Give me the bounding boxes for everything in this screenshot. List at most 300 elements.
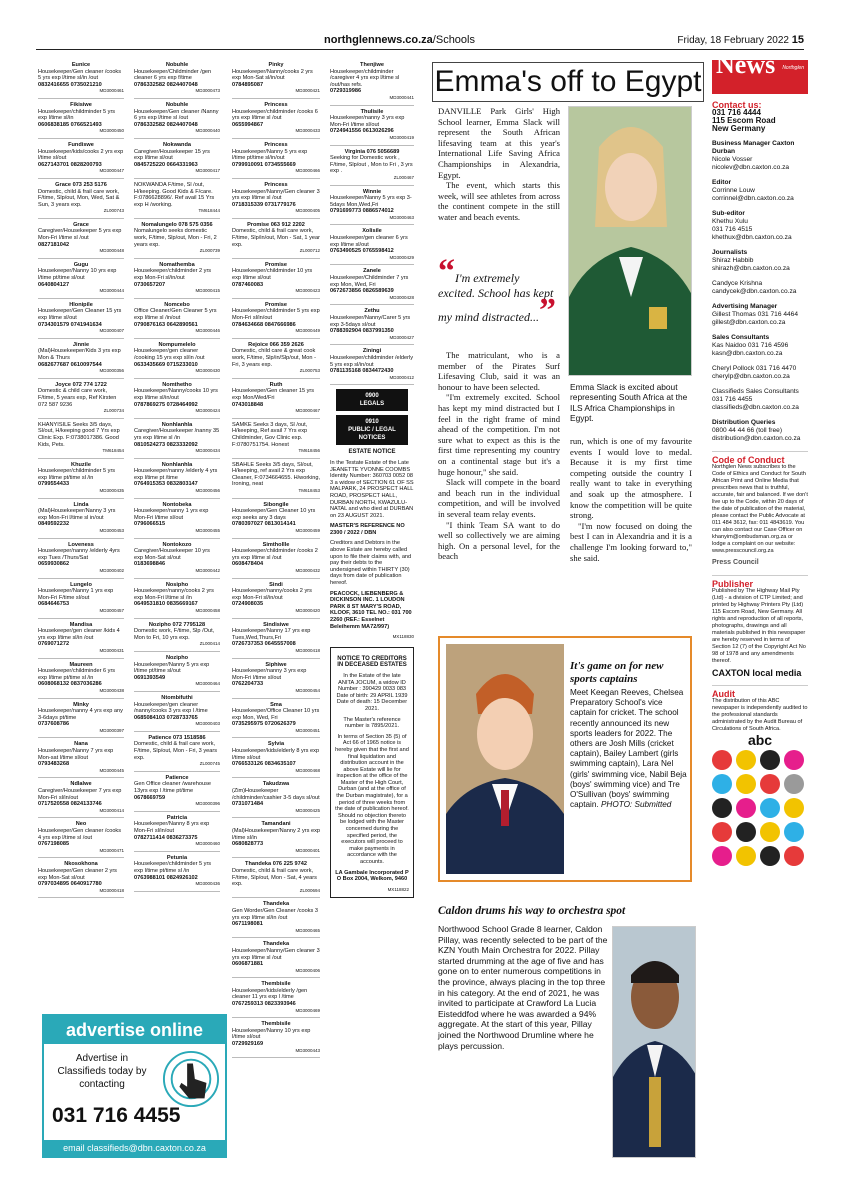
classified-ad: [232, 262, 320, 299]
staff-name: Nicole Vosser: [712, 156, 753, 163]
classified-name: Nana: [74, 741, 88, 748]
classified-ref: MD3000421: [295, 88, 320, 94]
classified-name: Hlonipile: [69, 301, 93, 308]
staff-role: Advertising Manager: [712, 303, 778, 310]
category-legals: 0900 LEGALS: [336, 389, 408, 411]
page-number: 15: [791, 34, 804, 46]
classified-ad: [134, 182, 220, 219]
classified-name: Thandeka: [262, 941, 290, 948]
staff-mail[interactable]: candycek@dbn.caxton.co.za: [712, 288, 797, 295]
ad-body: Advertise in Classifieds today by contacting: [57, 1053, 147, 1090]
sports-captains-box: [438, 636, 692, 882]
staff-role: Business Manager Caxton Durban: [712, 140, 795, 155]
site-name[interactable]: northglennews.co.za/Schools: [324, 34, 475, 46]
audit-heading: Audit: [712, 685, 808, 698]
classified-name: Siphiwe: [265, 661, 287, 668]
staff-name: Shiraz Habbib: [712, 257, 754, 264]
audit-text: The distribution of this ABC newspaper is independently audited to the professional standards administrated by the Audit Bureau of Circulations of South Africa.: [712, 698, 808, 732]
classified-ref: MD3000356: [99, 368, 124, 374]
colour-swatch: [760, 774, 780, 794]
staff-name: Khethu Xulu: [712, 218, 748, 225]
classified-text: Housekeeper/Childminder 7 yrs exp Mon, Wed, Fri: [330, 275, 409, 288]
classified-name: Zethu: [364, 308, 380, 315]
colour-swatch: [712, 822, 732, 842]
staff-entry: [712, 280, 808, 296]
classified-ad: [232, 981, 320, 1018]
publisher-text: Published by The Highway Mail Pty (Ltd) - a division of CTP Limited; and printed by Highway Printers Pty (Ltd) 115 Escom Road, New Germany. All rights and reproduction of all reports, photographs, drawings and all materials published in this newspaper are hereby reserved in terms of Section 12 (7) of the Copyright Act No 98 of 1978 and any amendments thereof.: [712, 588, 806, 664]
creditors-notice: NOTICE TO CREDITORS IN DECEASED ESTATES In the Estate of the late ANITA JOCUM, a widow ID Number : 390429 0033 083 Date of birth: 29 APRIL 1939 Date of death: 15 December 2021. The Master's reference number is 7895/2021. In terms of Section 35 (5) of Act 66 of 1965 notice is hereby given that the first and final liquidation and distribution account in the above Estate will lie for inspection at the office of the Master of the High Court, Durban (and at the office of the Durban magistrate), for a period of three weeks from the date of publication hereof. Should no objection thereto be lodged with the Master concerned during the specified period, the executors will proceed to make payments in accordance with the accounts. LA Gambale Incorporated P O Box 2004, Welkom, 9460 MX118822: [330, 647, 414, 899]
classified-ad: [134, 62, 220, 99]
colour-swatch: [736, 846, 756, 866]
classified-ref: MD3000451: [295, 727, 320, 733]
classified-name: Fikisiwe: [70, 101, 92, 108]
classified-ad: [134, 102, 220, 139]
colour-swatch: [760, 750, 780, 770]
ad-phone[interactable]: 031 716 4455: [52, 1104, 181, 1127]
classified-phone: 0718315339 0731779176: [232, 201, 296, 208]
classified-name: Promise 063 912 2202: [247, 221, 305, 228]
classified-phone: 0640804127: [38, 281, 70, 288]
classified-ref: MD3000403: [195, 721, 220, 727]
ad-email[interactable]: email classifieds@dbn.caxton.co.za: [44, 1140, 225, 1156]
classified-phone: 0797034895 0640917780: [38, 881, 102, 888]
classified-ref: MD3000414: [99, 807, 124, 813]
classified-name: Ziningi: [362, 348, 382, 355]
classified-ad: [330, 228, 414, 265]
press-council-logo: Press Council: [712, 559, 759, 566]
classified-ref: MD3000420: [295, 607, 320, 613]
classified-ad: [330, 149, 414, 186]
classified-name: Promise: [264, 261, 288, 268]
staff-mail[interactable]: cherylp@dbn.caxton.co.za: [712, 373, 790, 380]
classifieds-column-1: [38, 62, 124, 1007]
classified-text: Housekeeper/gen cleaner 6 yrs exp l/time sl/out: [330, 235, 408, 248]
advertise-online-ad[interactable]: [42, 1014, 227, 1158]
classified-ad: [134, 622, 220, 652]
staff-entry: [712, 365, 808, 381]
colour-swatch: [784, 774, 804, 794]
keegan-reeves-photo: [446, 644, 564, 874]
classified-ref: MD3000463: [389, 214, 414, 220]
classified-ref: MD3000449: [295, 328, 320, 334]
classified-ad: [330, 109, 414, 146]
classified-ref: MD3000460: [195, 841, 220, 847]
story-drums-body: Northwood School Grade 8 learner, Caldon Pillay, was recently selected to be part of the KZN Youth Main Orchestra for 2022. Pillay started drumming at the age of five and has gone on to enter numerous competitions in the province, always placing in the top three in his category. At the end of 2021, he was invited to participate at Crawford La Lucia Eisteddfod where he was awarded a 94% aggregate. At the start of this year, Pillay joined the Northwood Drumline where he plays percussion.: [438, 924, 608, 1051]
classified-phone: 0799910091 0734555669: [232, 161, 296, 168]
classified-ad: [134, 462, 220, 499]
classified-name: Sindi: [269, 581, 283, 588]
classified-name: Maureen: [69, 661, 93, 668]
classified-phone: 0729929169: [232, 1041, 264, 1048]
classified-text: Housekeeper/Nanny 10 yrs exp l/time sl/out: [232, 1027, 311, 1041]
classified-ref: MD3000458: [195, 607, 220, 613]
category-public-notices: 0910 PUBLIC / LEGAL NOTICES: [336, 415, 408, 445]
classified-name: Nonhlanhla: [161, 461, 193, 468]
classified-ad: [134, 502, 220, 539]
staff-mail[interactable]: classifieds@dbn.caxton.co.za: [712, 404, 799, 411]
classified-ad: [38, 582, 124, 619]
classified-text: Housekeeper/Gen cleaner /cooks 4 yrs exp l/time sl /out: [38, 828, 122, 841]
classified-phone: 0682677687 0610097544: [38, 361, 102, 368]
classified-phone: 0633435669 0715233010: [134, 361, 198, 368]
colour-swatch: [784, 750, 804, 770]
staff-entry: [712, 179, 808, 203]
staff-name: Classifieds Sales Consultants 031 716 4455: [712, 388, 799, 403]
code-of-conduct-heading: Code of Conduct: [712, 451, 808, 464]
classified-ref: TM618444: [198, 208, 220, 214]
colour-swatch: [760, 846, 780, 866]
classified-name: Loveness: [68, 541, 94, 548]
classified-ad: [330, 189, 414, 226]
staff-role: Editor: [712, 179, 732, 186]
classified-text: Domestic, child care & great cook work, F/time, Slp/in/Slp/out, Mon - Fri, 3 years exp.: [232, 348, 316, 368]
classified-ref: MD3000444: [99, 288, 124, 294]
classified-ad: [232, 741, 320, 778]
classified-ad: [38, 462, 124, 499]
classified-text: SAMKE Seeks 3 days, Sl /out, H/keeping, Ref avail 7 Yrs exp Childminder, Gov Clinic exp. F:0780751754. Honest: [232, 421, 308, 448]
classified-text: Housekeeper/childminder 5 yrs exp l/time pt/time sl /in: [38, 468, 116, 481]
classified-ad: [232, 182, 320, 219]
staff-mail[interactable]: 031 716 4515 khethux@dbn.caxton.co.za: [712, 226, 792, 241]
classified-text: Domestic, child & frail care work, F/time, Slp/out, Mon - Sat, 4 years exp.: [232, 867, 317, 888]
classified-name: Nontobeka: [162, 501, 192, 508]
classified-name: Promise: [264, 301, 288, 308]
classified-text: Domestic work, F/time, Slp /Out, Mon to Fri, 10 yrs exp.: [134, 628, 215, 641]
classified-name: Pinky: [268, 62, 284, 68]
classified-ref: MD3000415: [195, 288, 220, 294]
classified-ref: MD3000423: [295, 288, 320, 294]
classified-name: Ndlalwe: [70, 781, 92, 788]
classified-ref: MD3000446: [195, 328, 220, 334]
classified-name: Joyce 072 774 1722: [55, 381, 107, 388]
classified-text: Housekeeper/Gen cleaner 2 yrs exp Mon-Sat sl/out: [38, 867, 117, 881]
classified-text: Nomalungelo seeks domestic work, F/time, Slp/out, Mon - Fri, 2 years exp.: [134, 228, 217, 248]
classified-name: Nomathemba: [159, 261, 195, 268]
classified-ad: [38, 382, 124, 419]
staff-entry: [712, 303, 808, 327]
classified-name: Tamandani: [261, 821, 291, 828]
classified-ref: ZL000743: [103, 208, 124, 214]
classified-ad: [38, 542, 124, 579]
classified-ref: MD3000473: [195, 88, 220, 94]
classified-ref: ZL000753: [299, 368, 320, 374]
classified-ad: [134, 655, 220, 692]
classified-name: Nomthetho: [162, 381, 192, 388]
classified-ad: [232, 821, 320, 858]
story-headline-drums: Caldon drums his way to orchestra spot: [438, 905, 626, 917]
classified-text: (Mal)Housekeeper/Kids 3 yrs exp Mon & Thurs: [38, 348, 121, 361]
classified-phone: 0769071272: [38, 641, 70, 648]
classified-ref: MD3000417: [195, 168, 220, 174]
classified-phone: 0680828773: [232, 841, 264, 848]
colour-swatch: [760, 822, 780, 842]
classified-ref: MD3000468: [295, 767, 320, 773]
newspaper-logo[interactable]: News Northglen: [712, 60, 808, 94]
contact-phone[interactable]: 031 716 4444: [712, 108, 761, 117]
classified-text: Seeking for Domestic work , F/time, Slp/out , Mon to Fri , 3 yrs exp .: [330, 155, 413, 175]
classified-text: Housekeeper/Nanny/cooks 10 yrs exp l/time sl/in/out: [134, 388, 218, 401]
classifieds-column-4: [330, 62, 414, 1162]
classified-name: Grace: [73, 221, 89, 228]
classified-ad: [232, 1021, 320, 1058]
story-egypt-intro: DANVILLE Park Girls' High School learner, Emma Slack will represent the South African lifesaving team at this year's International Life Saving Africa Championships in Alexandria, Egypt. The event, which starts this week, will see athletes from across the continent compete in the still water and beach events.: [438, 106, 560, 222]
sports-captains-text: Meet Keegan Reeves, Chelsea Preparatory School's vice captain for cricket. The school recently announced its new sports leaders for 2022. The others are Josh Mills (cricket captain), Bailey Lambert (girls swimming captain), Lara Nel (girls' swimming vice, Nabil Beja (boys' swimming vice) and Tre O'Sullivan (boys' swimming captain. PHOTO: Submitted: [570, 688, 687, 810]
classified-phone: 0608068132 0837036286: [38, 681, 102, 688]
classified-ref: MD3000465: [295, 927, 320, 933]
classified-phone: 0796066515: [134, 521, 166, 528]
staff-entry: [712, 210, 808, 242]
classified-text: Housekeeper/Nanny 7 yrs exp Mon-sat l/time sl/out: [38, 748, 114, 761]
classified-ref: MD3000407: [99, 328, 124, 334]
classified-text: Housekeeper/childminder 5 yrs exp l/time pt/time sl /in: [134, 861, 212, 874]
classified-phone: 0691393549: [134, 674, 166, 681]
classified-name: Nokwanda: [163, 141, 191, 148]
classified-text: Housekeeper/childminder /cooks 6 yrs exp l/time sl /out: [232, 108, 318, 122]
classified-ad: [38, 222, 124, 259]
classified-ref: MD3000405: [295, 208, 320, 214]
classified-name: Thembisile: [261, 1021, 291, 1028]
classified-name: Nomcebo: [164, 301, 190, 308]
classified-phone: 0672673856 0826589639: [330, 288, 394, 295]
staff-list: [712, 140, 808, 443]
staff-mail[interactable]: corrinnel@dbn.caxton.co.za: [712, 195, 794, 202]
classifieds-column-2: [134, 62, 220, 1012]
classified-text: Housekeeper/nanny/cooks 2 yrs exp Mon-Fri sl/in/out: [232, 588, 312, 601]
classified-phone: 0845725220 0664331963: [134, 161, 198, 168]
classified-ref: ZL000694: [299, 887, 320, 893]
classified-phone: 0799554433: [38, 481, 70, 488]
classified-text: Housekeeper/childminder 5 yrs exp l/time sl/in: [38, 108, 116, 122]
classified-text: Housekeeper/Nanny 17 yrs exp Tues,Wed,Thurs,Fri: [232, 628, 311, 641]
classified-text: (Mal)Housekeeper/Nanny 3 yrs exp Mon-Fri l/time sl in/out: [38, 508, 116, 521]
pointing-hand-icon: [162, 1050, 220, 1108]
classified-ad: [232, 622, 320, 659]
classified-name: Nozipho 072 7795128: [148, 621, 206, 628]
sidebar: News Northglen Contact us: 031 716 4444 115 Escom Road New Germany Business Manager Caxton Durban Nicole Vosser nicolev@dbn.caxton.co.za Editor Corrinne Louw corrinnel@dbn.caxton.co.za Sub-editor Khethu Xulu 031 716 4515 khethux@dbn.caxton.co.za Journalists Shiraz Habbib shirazh@dbn.caxton.co.za Candyce Krishna candycek@dbn.caxton.co.za Advertising Manager Gillest Thomas 031 716 4464 gillest@dbn.caxton.co.za Sales Consultants Kas Naidoo 031 716 4596 kasn@dbn.caxton.co.za Cheryl Pollock 031 716 4470 cherylp@dbn.caxton.co.za Classifieds Sales Consultants 031 716 4455 classifieds@dbn.caxton.co.za Distribution Queries 0800 44 44 66 (toll free) distribution@dbn.caxton.co.za Code of Conduct Northglen News subscribes to the Code of Ethics and Conduct for South African Print and Online Media that prescribes news that is truthful, accurate, fair and balanced. If we don't live up to the Code, within 20 days of the date of publication of the material, please contact the Public Advocate at 011 484 3612, fax: 011 4843619. You can also contact our Case Officer on khanyim@ombudsman.org.za or lodge a complaint on our website: www.presscouncil.org.za Press Council Publisher Published by The Highway Mail Pty (Ltd) - a division of CTP Limited; and printed by Highway Printers Pty (Ltd) 115 Escom Road, New Germany. All rights and reproduction of all reports, photographs, drawings and all materials published in this newspaper are hereby reserved in terms of Section 12 (7) of the Copyright Act No 98 of 1978 and any amendments thereof. CAXTON local media Audit The distribution of this ABC newspaper is independently audited to the professional standards administrated by the Audit Bureau of Circulations of South Africa. abc: [712, 60, 808, 866]
classified-phone: 0735295975 0720626379: [232, 721, 296, 728]
classified-ad: [134, 262, 220, 299]
classified-name: Nobuhle: [165, 101, 189, 108]
classified-ref: TM618456: [298, 448, 320, 454]
classified-name: Neo: [75, 821, 87, 828]
classified-text: Housekeeper/Gen Cleaner 10 yrs exp seeks any 3 days: [232, 508, 316, 521]
classified-ad: [232, 941, 320, 978]
classified-phone: 0717520558 0824133746: [38, 801, 102, 808]
classified-phone: 0606838185 0766521493: [38, 121, 102, 128]
classified-text: NOKWANDA F/time, Sl /out, H/keeping. Good Kids & F/care. F:0786628896/. Ref avail 15 Yrs exp H /working.: [134, 181, 215, 208]
classified-text: Caregiver/Housekeeper 15 yrs exp l/time sl/out: [134, 148, 210, 162]
story-egypt-body: The matriculant, who is a member of the Pirates Surf Lifesaving Club, said it was an honour to have been selected. "I'm extremely excited. School has kept my mind distracted but I feel in the right frame of mind ahead of the competition. I'm not sure what to expect as this is the first time representing my country on a continental stage but it's a huge honour," she said. Slack will compete in the board and beach run in the individual competition, and will be involved in several team relay events. "I think Team SA want to do well so collectively we are aiming high. On a personal level, for the beach: [438, 350, 560, 562]
classified-ref: MD3000397: [99, 727, 124, 733]
classified-phone: 0606871881: [232, 961, 264, 968]
classified-ref: MD3000425: [295, 807, 320, 813]
classified-ref: ZL000712: [299, 248, 320, 254]
classified-ref: MD3000448: [99, 248, 124, 254]
classified-ref: MD3000466: [295, 168, 320, 174]
classified-ad: [38, 741, 124, 778]
classified-text: Housekeeper/Childminder /gen cleaner 6 yrs exp f/time: [134, 68, 212, 82]
classified-ref: MD3000431: [99, 647, 124, 653]
classified-text: Office Cleaner/Gen Cleaner 5 yrs exp l/time sl /in/out: [134, 308, 217, 321]
classified-ad: [330, 348, 414, 385]
classified-ad: [232, 582, 320, 619]
classified-name: Princess: [264, 141, 288, 148]
estate-notice: ESTATE NOTICE In the Testate Estate of the Late JEANETTE YVONNE COOMBS Identity Number: 360703 0052 08 3 a widow of SECTION 61 OF SS MALPARK, 24 PROSPECT HALL ROAD, PROSPECT HALL, DURBAN NORTH, KWAZULU-NATAL and who died at DURBAN on 23 AUGUST 2021. MASTER'S REFERENCE NO 2300 / 2022 / DBN Creditors and Debtors in the above Estate are hereby called upon to file their claims with, and pay their debts to the undersigned within THIRTY (30) days from date of publication hereof. PEACOCK, LIEBENBERG & DICKINSON INC. 1 LOUDON PARK 8 ST MARY'S ROAD, KLOOF, 3610 TEL NO.: 031 700 2260 (REF.: Esselnet Beleihemm MA72/997) MX118830: [330, 449, 414, 640]
classified-phone: 0766533126 0834635107: [232, 761, 296, 768]
classified-ad: [134, 142, 220, 179]
classified-text: Housekeeper/nanny/cooks 2 yrs exp Mon-Fri l/time sl /in: [134, 588, 214, 601]
staff-mail[interactable]: nicolev@dbn.caxton.co.za: [712, 164, 790, 171]
colour-swatch: [736, 750, 756, 770]
classified-text: Caregiver/Housekeeper 7 yrs exp Mon-Fri sl/in/out: [38, 788, 122, 801]
classified-ref: MD3000429: [389, 254, 414, 260]
classified-name: Linda: [73, 501, 89, 508]
classified-ref: MD3000433: [295, 128, 320, 134]
classified-phone: 0764915353 0832803147: [134, 481, 198, 488]
classified-text: Housekeeper/Gen cleaner /cooks 5 yrs exp l/time sl/in /out: [38, 68, 122, 82]
classified-ref: MD3000461: [99, 88, 124, 94]
classified-ad: [38, 142, 124, 179]
classified-name: Thandeka 076 225 9742: [245, 861, 307, 868]
classified-ref: MD3000442: [195, 568, 220, 573]
staff-name: Candyce Krishna: [712, 280, 763, 287]
classified-phone: 0763988101 0824926102: [134, 874, 198, 881]
classified-text: Housekeeper/nanny 3 yrs exp Mon-Fri l/time sl/out: [232, 668, 307, 681]
staff-mail[interactable]: gillest@dbn.caxton.co.za: [712, 319, 786, 326]
classified-ad: [232, 382, 320, 419]
classified-ref: TM618454: [102, 448, 124, 454]
classified-text: Housekeeper/childminder 10 yrs exp l/time sl/out: [232, 268, 313, 282]
classified-ref: MD3000406: [295, 967, 320, 973]
classified-name: Rejoice 066 359 2626: [248, 341, 304, 348]
classified-text: Housekeeper/childminder /elderly 5 yrs exp sl/in/out: [330, 354, 414, 368]
classified-ad: [134, 775, 220, 812]
classified-text: Housekeeper/childminder 5 yrs exp Mon-Fri sl/in/out: [232, 308, 320, 321]
classified-ad: [232, 702, 320, 739]
classified-ad: [232, 62, 320, 99]
classified-text: Housekeeper/nanny /elderly 4 yrs exp l/time pt /time: [134, 468, 218, 481]
classified-phone: 0767198085: [38, 841, 70, 848]
classified-text: Housekeeper/Gen Cleaner 15 yrs exp l/time sl/out: [38, 308, 122, 321]
classified-ad: [134, 342, 220, 379]
staff-entry: [712, 419, 808, 443]
classified-phone: 0790876163 0642890561: [134, 321, 198, 328]
classified-text: Gen Worder/Gen Cleaner /cooks 3 yrs exp l/time sl/in /out: [232, 907, 319, 921]
colour-swatch: [760, 798, 780, 818]
classified-text: Housekeeper/kids/cooks 2 yrs exp l/time sl/out: [38, 148, 124, 162]
classified-ad: [38, 502, 124, 539]
classified-name: Nontokozo: [162, 541, 192, 548]
classified-ad: [232, 422, 320, 459]
quote-open-icon: “: [438, 253, 455, 290]
classified-phone: 0659930862: [38, 561, 70, 568]
classified-ad: [134, 302, 220, 339]
classified-ad: [38, 622, 124, 659]
code-of-conduct-text: Northglen News subscribes to the Code of Ethics and Conduct for South African Print and Online Media that prescribes news that is truthful, accurate, fair and balanced. If we don't live up to the Code, within 20 days of the date of publication of the material, please contact the Public Advocate at 011 484 3612, fax: 011 4843619. You can also contact our Case Officer on khanyim@ombudsman.org.za or lodge a complaint on our website: www.presscouncil.org.za: [712, 464, 808, 554]
classified-phone: 0763490525 0765598412: [330, 248, 394, 255]
classified-text: KHANYISILE Seeks 3/5 days, Sl/out, H/keeping good 7 Yrs exp Clinic Exp. F:0738017386. Good Kids, Pets.: [38, 421, 120, 448]
classified-text: Domestic, child & frail care work, F/time, Slp/out, Mon - Fri, 3 years exp.: [134, 741, 217, 761]
classified-ad: [38, 262, 124, 299]
classified-ad: [38, 302, 124, 339]
classified-text: Caregiver/Housekeeper 5 yrs exp Mon-Fri l/time sl /out: [38, 228, 122, 242]
staff-mail[interactable]: distribution@dbn.caxton.co.za: [712, 435, 801, 442]
classified-ad: [134, 855, 220, 892]
classified-name: Thandeka: [262, 901, 290, 908]
ad-heading: advertise online: [44, 1016, 225, 1044]
classified-phone: 0724908035: [232, 601, 264, 608]
colour-swatch: [736, 822, 756, 842]
classified-ref: MD3000454: [295, 687, 320, 693]
classified-phone: 0784634668 0847666986: [232, 321, 296, 328]
classified-phone: 0734301579 0741941634: [38, 321, 102, 328]
classified-phone: 0684646753: [38, 601, 70, 608]
classified-ref: MD3000419: [389, 134, 414, 140]
classified-ref: MD3000467: [295, 408, 320, 414]
classified-name: Thulisile: [360, 108, 384, 115]
caxton-logo: CAXTON local media: [712, 668, 802, 678]
classified-name: Lungelo: [70, 581, 92, 588]
classified-ad: [232, 342, 320, 379]
staff-entry: [712, 249, 808, 273]
classified-ad: [38, 182, 124, 219]
staff-entry: [712, 334, 808, 358]
classified-name: Ntombifuthi: [161, 694, 193, 701]
classified-ref: MD3000401: [295, 847, 320, 853]
classified-ref: MD3000434: [195, 448, 220, 454]
classified-text: Housekeeper/nanny 3 yrs exp Mon-Fri l/time sl/out: [330, 115, 405, 128]
classified-phone: 0743018848: [232, 401, 264, 408]
story-headline-egypt: Emma's off to Egypt: [432, 62, 704, 102]
classified-name: Nonhlanhla: [161, 421, 193, 428]
classified-phone: 0730657207: [134, 281, 166, 288]
classified-ref: MD3000432: [295, 568, 320, 573]
classified-ref: MD3000443: [295, 1047, 320, 1053]
classified-ad: [330, 268, 414, 305]
publisher-heading: Publisher: [712, 575, 808, 588]
classified-ad: [134, 382, 220, 419]
classified-text: Housekeeper/Nanny 5 yrs exp l/time pt/time sl/in/out: [232, 148, 308, 162]
classified-ad: [232, 542, 320, 579]
classifieds-column-3: [232, 62, 320, 1162]
classified-ref: MD3000418: [295, 647, 320, 653]
classified-ad: [232, 102, 320, 139]
classified-name: Sylvia: [267, 741, 285, 748]
classified-phone: 0737608786: [38, 721, 70, 728]
classified-ref: ZL000739: [199, 248, 220, 254]
classified-ref: MD3000412: [389, 374, 414, 380]
classified-ref: ZL000414: [199, 641, 220, 647]
classified-ref: ZL000734: [103, 408, 124, 414]
classified-name: Princess: [264, 181, 288, 188]
classified-name: Khuzile: [71, 461, 91, 468]
classified-text: Housekeeper/Gen cleaner 15 yrs exp Mon/Wed/Fri: [232, 388, 315, 401]
classified-ref: MD3000402: [99, 568, 124, 573]
classified-ref: MD3000440: [195, 128, 220, 134]
classified-ref: MD3000428: [389, 294, 414, 300]
classified-text: Housekeeper/nanny /elderly 4yrs exp Tues /Thurs/Sat: [38, 548, 120, 561]
classified-ad: [38, 861, 124, 898]
staff-mail[interactable]: shirazh@dbn.caxton.co.za: [712, 265, 790, 272]
classified-text: Housekeeper/Nanny 10 yrs exp l/time pt/time sl/out: [38, 268, 117, 282]
classified-ref: MD3000418: [99, 887, 124, 893]
classified-phone: 0671198081: [232, 921, 263, 928]
classified-text: Housekeeper/Nanny/Carer 5 yrs exp 3-5days sl/out: [330, 315, 411, 328]
classified-ad: [38, 702, 124, 739]
classified-name: Patience 073 1518586: [148, 734, 206, 741]
classified-phone: 0627143701 0828200793: [38, 161, 102, 168]
staff-mail[interactable]: kasn@dbn.caxton.co.za: [712, 350, 783, 357]
